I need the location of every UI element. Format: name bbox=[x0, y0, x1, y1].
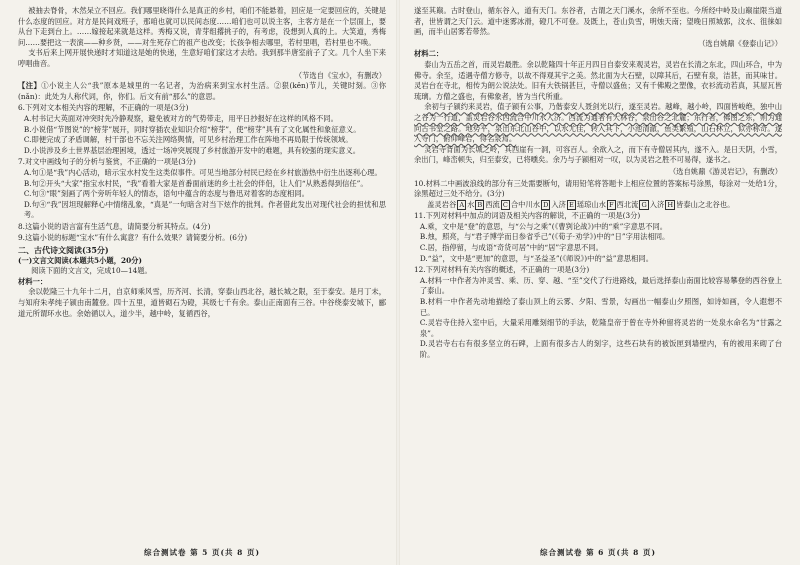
segment-text: 入济 bbox=[649, 199, 665, 209]
question-7-option-d: D.句④“我”因坦现解释心中情绪乱象，“真是”一句暗含对当下炫作的批判。作者借此发出对现代社会的担忧和思考。 bbox=[23, 199, 386, 220]
material-2-paragraph: 灵岩寺背面为长城之岭，其西崖有一洞，可容百人。余欲入之，而下有寺僧居其内，遂不入。是日天阴，小雪，余出门，峰峦顿失，归至泰安，已将曛矣。余乃与子颍相对一叹，以为灵岩之胜不可易得，遂书之。 bbox=[414, 144, 782, 165]
question-7-option-c: C.句③“眼”刻画了两个旁听年轻人的情态，语句中蕴含的态度与鲁迅对着客的态度相同。 bbox=[23, 189, 309, 199]
question-6-option-c: C.即便完成了矛盾调解，村干部也不忘关注网络舆情，可见乡村治理工作在阵地不再局限于传统领域。 bbox=[23, 135, 353, 145]
segment-box-f[interactable]: F bbox=[608, 200, 614, 209]
segment-box-h[interactable]: H bbox=[667, 200, 674, 209]
question-9: 9.这篇小说的标题“宝水”有什么寓意？有什么效果？请简要分析。(6分) bbox=[18, 233, 248, 243]
question-6: 6.下列对文本相关内容的理解，不正确的一项是(3分) bbox=[18, 103, 189, 113]
question-12-option-b: B.材料一中作者先动地描绘了泰山顶上的云雾、夕阳、雪景，勾画出一幅泰山夕照图，如诗如画，令人遐想不已。 bbox=[419, 297, 782, 317]
footnote-label: 【注】 bbox=[18, 81, 42, 91]
segment-text: 西北流 bbox=[616, 199, 639, 209]
reading-instruction: 阅读下面的文言文，完成10—14题。 bbox=[31, 266, 152, 276]
question-11-option-a: A.乘，文中是“登”的意思，与“公与之乘”(《曹刿论战》)中的“乘”字意思不同。 bbox=[419, 221, 668, 231]
question-6-option-d: D.小说涉及乡土世界基层治理困境，透过一场冲突展现了乡村旅游开发中的难题，具有较强的现实意义。 bbox=[23, 145, 361, 155]
segment-box-a[interactable]: A bbox=[459, 200, 465, 209]
footnote bbox=[18, 81, 386, 102]
question-10-segment-line bbox=[414, 200, 782, 211]
page-right bbox=[414, 6, 782, 561]
question-7-option-b: B.句②开头“大家”指宝水村民，“我”看着大家是首番面前迷的乡土社会的伴侣，让人们“从熟悉得到信任”。 bbox=[23, 178, 368, 188]
material-1-continued: 遂至其巅。古时登山，循东谷入，道有天门。东谷者，古谓之天门溪水，余所不至也。今所经中岭及山巅崖限当道者，世皆谓之天门云。道中迷雾冰滑，磴几不可登。及既上，苍山负雪，明烛天南；望晚日照城郭，汶水、徂徕如画，而半山居雾若带然。 bbox=[414, 6, 782, 37]
segment-text: 瑶琼山水 bbox=[576, 199, 606, 209]
material-2-paragraph: 泰山为五岳之首，而灵岩最胜。余以乾隆四十年正月四日自泰安来观灵岩，灵岩在长清之东北，四山环合，中为佛寺。余至，适遇寺僧方修寺，以故不得观其宇之美。然北面为大石壁，以障其后，石壁有泉，洁甚，而其味甘。灵岩台在寺北，相传为朗公说法处。旧有大铁锅甚巨，寺僧以盛鱼；又有千佛殿之塑像，衣衫流动若真，其屋瓦皆琉璃。方僧之盛也，有佛象者，皆为当代所重。 bbox=[414, 59, 782, 101]
story-paragraph: 被抽去脊骨，木然呆立不回应。我们哪里晓得什么是真正的乡村，咱们不能悬着，回应是一定要回应的，关键是什么态度的回应。对方是民间戏班子，那咱也就可以民间态度……咱们也可以说主客，主客方是在一个层面上，要从台下走到台上。……嫁接起来就是这样。秀梅又说，青芽组撂挑子的，有考虑，没想到人真的上。大笑道，秀梅问……要把这一表演——种乡贤，——对生死存亡的祖产也改变；长孩争相去哪里，若村里唱，若村里也不唤。 bbox=[18, 6, 386, 47]
question-12-option-d: D.灵岩寺右右有很多坚立的石碑，上面有很多古人的刻字，这些石块有的被饭匣到墙壁内，有的被用来砌了台阶。 bbox=[419, 339, 782, 359]
section-heading: 二、古代诗文阅读(35分) bbox=[18, 245, 109, 256]
question-6-option-b: B.小说借“节图说”的“榜芽”展开，同时穿插农业知识介绍“榜芽”，使“榜芽”具有了文化属性和象征意义。 bbox=[23, 124, 361, 134]
segment-text: 入济 bbox=[551, 199, 566, 209]
segment-prefix: 盖灵岩谷 bbox=[427, 199, 457, 209]
footnote-text: ①小说主人公“我”原本是城里的一名记者，为治病来到宝水村生活。②狠(kěn)节儿，关键时刻。③你(nǎn)：此处为人称代词，你，你们。后文有前“那么”的意思。 bbox=[18, 81, 386, 101]
material-2-label: 材料二： bbox=[414, 49, 444, 59]
wavy-underlined-passage: 余初与子颍约来灵岩，值子颍有公事，乃偕泰安人聂剑光以行，遂至灵岩。越峰，越小岭，四面皆峻绝，独中山之谷为一行道，盖灵岩谷水西流合中川水入济。西流为通者有大林谷，泉出谷之北麓；东行者，佛图之东，则为通向古书堂之路。地势平，泉出东北山谷中，以水尤佳，转入其下，小池清澈，鱼类繁殖，山石林立，似亦称奇。遂入寺门，俯仰峰岩，得名泉焉。 bbox=[414, 102, 782, 144]
segment-box-d[interactable]: D bbox=[543, 200, 549, 209]
story-paragraph: 支书后来上网开展快递时才知道这是她的快递，生意好咱们家这才去给。我到那半唐室前子了文。几个人坐下来哼唱曲音。 bbox=[18, 48, 386, 68]
material-1-source: （选自姚鼐《登泰山记》） bbox=[698, 38, 782, 48]
question-12-option-a: A.材料一中作者为冲灵雪、乘、历、穿、越、“至”交代了行进路线，最后选择泰山南面比较容易攀登的西谷登上了泰山。 bbox=[419, 275, 782, 296]
question-11-option-c: C.居，指停留，与成语“奇货可居”中的“居”字意思不同。 bbox=[419, 243, 603, 253]
question-6-option-a: A.村书记大英面对冲突时先冷静观察，避免被对方的气势带走，用平日抄报好在这样的风格不同。 bbox=[23, 113, 338, 123]
page-gutter bbox=[396, 0, 400, 565]
page-left bbox=[18, 6, 386, 561]
question-11: 11.下列对材料中加点的词语及相关内容的解说，不正确的一项是(3分) bbox=[414, 211, 641, 221]
material-1-text: 余以乾隆三十九年十二月，自京师乘风雪，历齐河、长清，穿泰山西北谷，越长城之限，至于泰安。是月丁未，与知府朱孝纯子颍由南麓登。四十五里，道皆砌石为磴，其级七千有余。泰山正南面有三谷。中谷绕泰安城下，郦道元所谓环水也。余始循以入，道少半，越中岭，复循西谷， bbox=[18, 287, 386, 318]
segment-text: 合中川水 bbox=[510, 199, 541, 209]
question-7: 7.对文中画线句子的分析与鉴赏，不正确的一项是(3分) bbox=[18, 157, 196, 167]
material-1-label: 材料一： bbox=[18, 276, 48, 286]
question-10: 10.材料二中画波浪线的部分有三处需要断句，请用铅笔将答题卡上相应位置的答案标号涂黑，每涂对一处给1分，涂黑超过三处不给分。(3分) bbox=[414, 178, 782, 199]
story-source: （节选自《宝水》，有删改） bbox=[294, 70, 386, 80]
question-12: 12.下列对材料有关内容的概述，不正确的一项是(3分) bbox=[414, 265, 590, 275]
material-2-paragraph bbox=[414, 102, 782, 144]
question-11-option-d: D.“益”，文中是“更加”的意思，与“圣益圣”(《师说》)中的“益”意思相同。 bbox=[419, 253, 653, 263]
segment-box-e[interactable]: E bbox=[568, 200, 574, 209]
question-11-option-b: B.烛，照亮，与“君子博学而日参省乎己”(《荀子·劝学》)中的“日”字用法相同。 bbox=[419, 232, 670, 242]
question-8: 8.这篇小说的语言富有生活气息，请简要分析其特点。(4分) bbox=[18, 221, 211, 231]
page-footer-right: 综合测试卷 第 6 页(共 8 页) bbox=[539, 548, 657, 558]
segment-box-c[interactable]: C bbox=[502, 200, 508, 209]
segment-text: 西流 bbox=[485, 199, 500, 209]
segment-text: 水 bbox=[467, 199, 475, 209]
question-7-option-a: A.句①是“我”内心活动，暗示宝水村发生这类似事件。可见当地部分村民已经在乡村旅游热中衍生出逐利心理。 bbox=[23, 167, 382, 177]
page-footer-left: 综合测试卷 第 5 页(共 8 页) bbox=[143, 548, 261, 558]
segment-text: 皆泰山之北谷也。 bbox=[676, 199, 735, 209]
subsection-heading: (一)文言文阅读(本题共5小题，20分) bbox=[18, 255, 142, 265]
question-12-option-c: C.灵岩寺住持入室中后，大量采用雕刻细节的手法，乾隆皇帝于曾在寺外种留将灵岩的一处泉水命名为“甘露之泉”。 bbox=[419, 318, 782, 338]
segment-box-b[interactable]: B bbox=[477, 200, 483, 209]
material-2-source: （选自姚鼐《游灵岩记》，有删改） bbox=[668, 166, 782, 176]
segment-box-g[interactable]: G bbox=[641, 200, 647, 209]
